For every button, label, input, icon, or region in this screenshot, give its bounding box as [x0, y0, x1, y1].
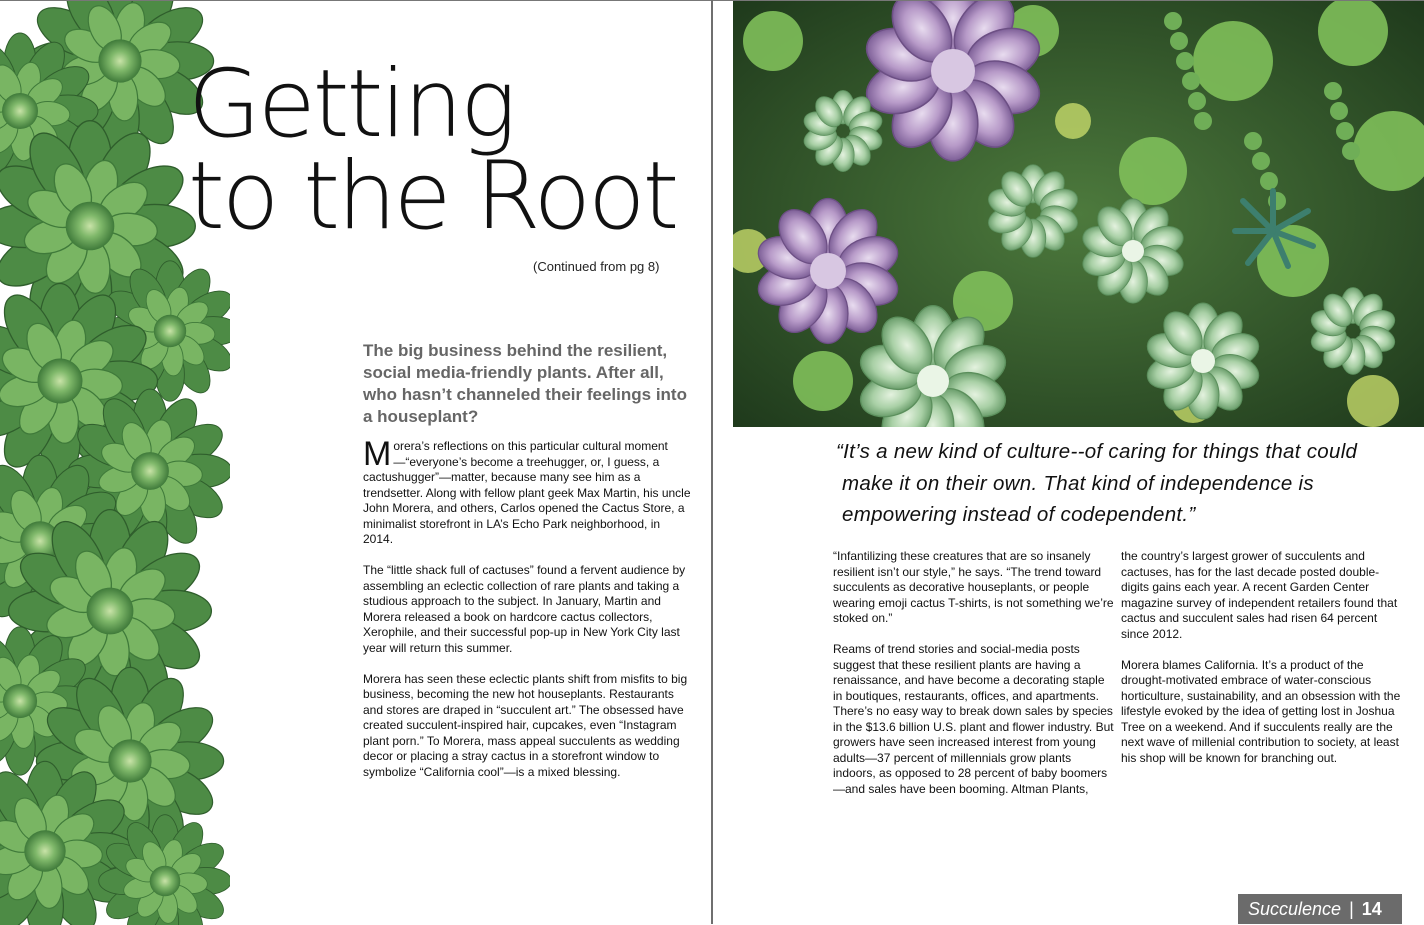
pull-quote-line-3: empowering instead of codependent.”	[842, 503, 1196, 526]
succulent-garden-photo	[733, 1, 1424, 427]
pull-quote-line-2: make it on their own. That kind of independence is	[842, 471, 1314, 495]
title-line-2: to the Root	[188, 142, 677, 251]
right-body-column-1	[833, 549, 1115, 813]
article-deck: The big business behind the resilient, social media-friendly plants. After all, who hasn’t channeled their feelings into a houseplant?	[363, 341, 687, 426]
body-paragraph-1-text: orera’s reflections on this particular cultural moment—“everyone’s become a treehugger, or, I guess, a cactushugger”—matter, because many see him as a trendsetter. Along with fellow plant geek Max Martin, his uncle John Morera, and others, Carlos opened the Cactus Store, a minimalist storefront in LA’s Echo Park neighborhood, in 2014.	[363, 439, 691, 546]
continued-note: (Continued from pg 8)	[533, 259, 660, 274]
pull-quote	[836, 436, 1416, 531]
right-body-column-2	[1121, 549, 1406, 782]
body-paragraph-2: The “little shack full of cactuses” found a fervent audience by assembling an eclectic collection of rare plants and taking a studious approach to the subject. In January, Martin and Morera released a book on hardcore cactus collectors, Xerophile, and their successful pop-up in New York City last year will return this summer.	[363, 563, 686, 655]
body-paragraph-5: Reams of trend stories and social-media posts suggest that these resilient plants are having a renaissance, and have become a decorating staple in boutiques, restaurants, offices, and apartments. There’s no easy way to break down sales by species in the $13.6 billion U.S. plant and flower industry. But growers have seen increased interest from young adults—37 percent of millennials grow plants indoors, as opposed to 28 percent of baby boomers—and sales have been booming. Altman Plants,	[833, 642, 1114, 796]
article-title	[188, 50, 677, 251]
body-paragraph-7: Morera blames California. It’s a product of the drought-motivated embrace of water-conscious horticulture, sustainability, and an obsession with the lifestyle evoked by the idea of getting lost in Joshua Tree on a weekend. And if succulents really are the next wave of millenial contribution to society, at least his shop will be known for branching out.	[1121, 657, 1401, 765]
body-paragraph-4: “Infantilizing these creatures that are so insanely resilient isn’t our style,” he says. “The trend toward succulents as decorative houseplants, or people wearing emoji cactus T-shirts, is not something we’re stoked on.”	[833, 549, 1114, 625]
page-number: 14	[1361, 898, 1382, 919]
body-paragraph-1	[363, 435, 693, 548]
body-paragraph-3: Morera has seen these eclectic plants shift from misfits to big business, becoming the new hot houseplants. Restaurants and stores are draped in “succulent art.” The obsessed have created succulent-inspired hair, cupcakes, even “Instagram plant porn.” To Morera, mass appeal succulents as wedding decor or placing a stray cactus in a storefront window to symbolize “California cool”—is a mixed blessing.	[363, 671, 688, 779]
magazine-name: Succulence	[1248, 898, 1342, 919]
body-paragraph-6: the country’s largest grower of succulents and cactuses, has for the last decade posted double-digits gains each year. A recent Garden Center magazine survey of independent retailers found that cactus and succulent sales had risen 64 percent since 2012.	[1121, 549, 1398, 641]
title-line-1: Getting	[188, 50, 514, 159]
folio-separator: |	[1349, 898, 1354, 919]
page-folio	[1238, 894, 1402, 924]
pull-quote-line-1: “It’s a new kind of culture--of caring for things that could	[836, 440, 1358, 463]
drop-cap: M	[363, 435, 392, 473]
left-body-column	[363, 435, 693, 796]
